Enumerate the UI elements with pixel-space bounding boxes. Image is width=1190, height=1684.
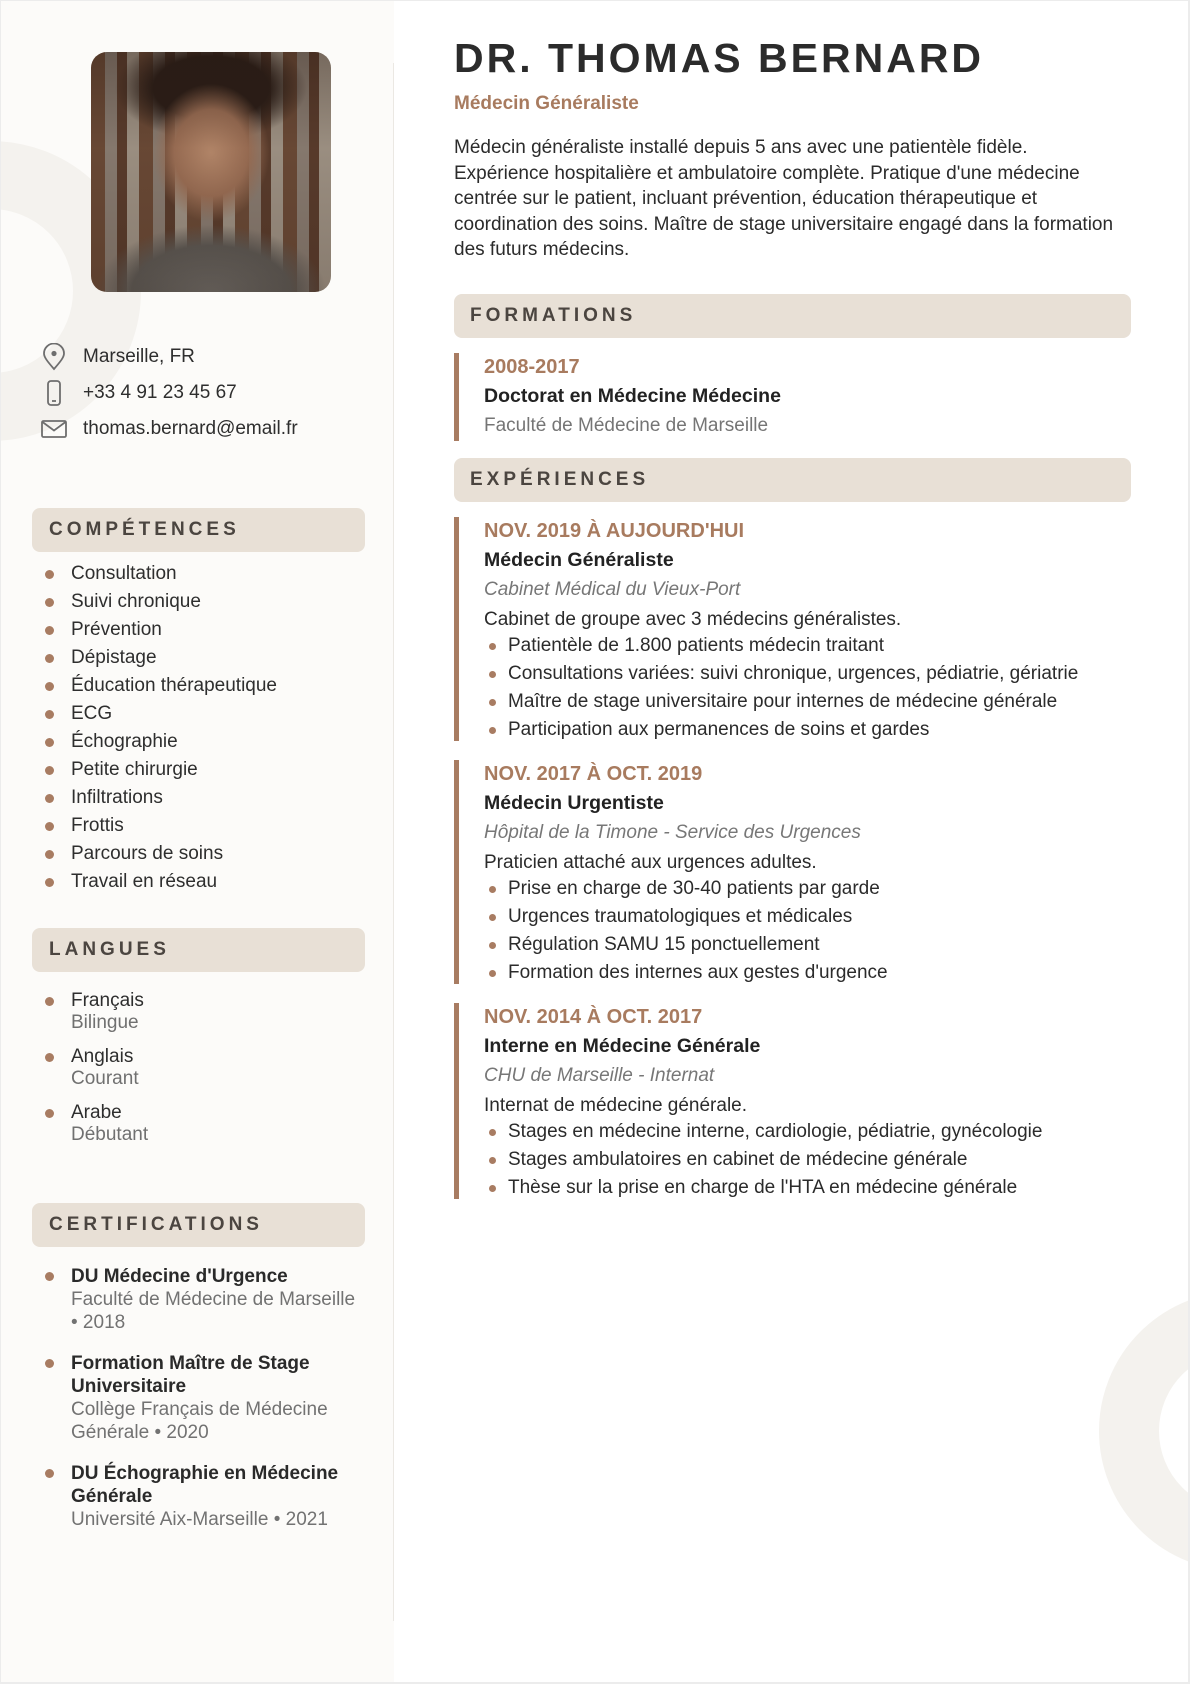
column-divider: [393, 63, 394, 1621]
languages-list: [32, 990, 365, 1146]
full-name: DR. THOMAS BERNARD: [454, 35, 985, 81]
skill-item: Consultation: [32, 560, 365, 588]
certification-detail: Faculté de Médecine de Marseille • 2018: [71, 1289, 356, 1333]
contact-location: [39, 339, 298, 375]
experience-description: Cabinet de groupe avec 3 médecins généralistes.: [484, 609, 902, 630]
experience-date: NOV. 2019 À AUJOURD'HUI: [484, 520, 745, 542]
language-level: Débutant: [71, 1124, 149, 1145]
profile-summary: Médecin généraliste installé depuis 5 ans avec une patientèle fidèle. Expérience hospitalière et ambulatoire complète. Pratique d'une médecine centrée sur le patient, incluant prévention, éducation thérapeutique et coordination des soins. Maître de stage universitaire engagé dans la formation des futurs médecins.: [454, 137, 1114, 261]
experience-title: Médecin Généraliste: [484, 549, 674, 571]
experience-bullets: [484, 878, 1131, 984]
experience-organization: Cabinet Médical du Vieux-Port: [484, 579, 741, 600]
location-text: Marseille, FR: [83, 346, 195, 367]
language-item: [32, 1102, 365, 1146]
skills-section: [32, 508, 365, 896]
education-degree: Doctorat en Médecine Médecine: [484, 385, 781, 407]
section-header-skills: COMPÉTENCES: [32, 508, 365, 552]
certification-item: [32, 1352, 365, 1444]
education-section: [454, 294, 1131, 441]
skill-item: Travail en réseau: [32, 868, 365, 896]
certification-title: Formation Maître de Stage Universitaire: [71, 1353, 310, 1397]
decorative-ring: [1099, 1291, 1188, 1571]
envelope-icon: [39, 414, 69, 444]
skill-item: Infiltrations: [32, 784, 365, 812]
skills-list: [32, 560, 365, 896]
skill-item: Parcours de soins: [32, 840, 365, 868]
skill-item: Frottis: [32, 812, 365, 840]
certification-detail: Collège Français de Médecine Générale • 2020: [71, 1399, 328, 1443]
contact-email: [39, 411, 298, 447]
experience-bullet: Stages en médecine interne, cardiologie, pédiatrie, gynécologie: [484, 1121, 1131, 1143]
section-header-certifications: CERTIFICATIONS: [32, 1203, 365, 1247]
experience-bullet: Régulation SAMU 15 ponctuellement: [484, 934, 1131, 956]
experience-entry: [454, 1003, 1131, 1199]
section-header-education: FORMATIONS: [454, 294, 1131, 338]
certification-item: [32, 1462, 365, 1531]
education-entry: [454, 353, 1131, 441]
experience-bullet: Participation aux permanences de soins et gardes: [484, 719, 1131, 741]
accent-bar: [454, 760, 459, 984]
skill-item: Prévention: [32, 616, 365, 644]
certification-item: [32, 1265, 365, 1334]
phone-text: +33 4 91 23 45 67: [83, 382, 237, 403]
job-title: Médecin Généraliste: [454, 93, 639, 114]
resume-page: [1, 1, 1188, 1682]
skill-item: Éducation thérapeutique: [32, 672, 365, 700]
education-date: 2008-2017: [484, 356, 580, 378]
section-header-languages: LANGUES: [32, 928, 365, 972]
experience-bullet: Stages ambulatoires en cabinet de médecine générale: [484, 1149, 1131, 1171]
location-pin-icon: [39, 342, 69, 372]
skill-item: ECG: [32, 700, 365, 728]
experience-bullet: Prise en charge de 30-40 patients par garde: [484, 878, 1131, 900]
experience-date: NOV. 2017 À OCT. 2019: [484, 763, 703, 785]
language-item: [32, 990, 365, 1034]
experience-description: Internat de médecine générale.: [484, 1095, 748, 1116]
section-header-experience: EXPÉRIENCES: [454, 458, 1131, 502]
language-level: Courant: [71, 1068, 139, 1089]
language-item: [32, 1046, 365, 1090]
skill-item: Suivi chronique: [32, 588, 365, 616]
experience-title: Interne en Médecine Générale: [484, 1035, 761, 1057]
contact-info: [39, 339, 298, 447]
certifications-list: [32, 1265, 365, 1531]
language-name: Français: [71, 990, 144, 1011]
education-school: Faculté de Médecine de Marseille: [484, 415, 769, 436]
experience-bullet: Patientèle de 1.800 patients médecin traitant: [484, 635, 1131, 657]
certification-title: DU Médecine d'Urgence: [71, 1266, 288, 1287]
experience-title: Médecin Urgentiste: [484, 792, 664, 814]
accent-bar: [454, 353, 459, 441]
skill-item: Dépistage: [32, 644, 365, 672]
contact-phone: [39, 375, 298, 411]
phone-icon: [39, 378, 69, 408]
accent-bar: [454, 517, 459, 741]
language-level: Bilingue: [71, 1012, 139, 1033]
experience-bullet: Consultations variées: suivi chronique, urgences, pédiatrie, gériatrie: [484, 663, 1131, 685]
experience-bullets: [484, 1121, 1131, 1199]
certification-detail: Université Aix-Marseille • 2021: [71, 1509, 328, 1530]
profile-photo: [91, 52, 331, 292]
experience-entry: [454, 517, 1131, 741]
accent-bar: [454, 1003, 459, 1199]
experience-bullets: [484, 635, 1131, 741]
experience-organization: CHU de Marseille - Internat: [484, 1065, 715, 1086]
skill-item: Échographie: [32, 728, 365, 756]
experience-bullet: Urgences traumatologiques et médicales: [484, 906, 1131, 928]
experience-entry: [454, 760, 1131, 984]
language-name: Anglais: [71, 1046, 134, 1067]
experience-description: Praticien attaché aux urgences adultes.: [484, 852, 817, 873]
experience-section: [454, 458, 1131, 1205]
experience-organization: Hôpital de la Timone - Service des Urgences: [484, 822, 861, 843]
languages-section: [32, 928, 365, 1158]
certifications-section: [32, 1203, 365, 1549]
sidebar: [1, 1, 394, 1682]
education-list: [454, 353, 1131, 441]
skill-item: Petite chirurgie: [32, 756, 365, 784]
experience-bullet: Formation des internes aux gestes d'urgence: [484, 962, 1131, 984]
experience-bullet: Thèse sur la prise en charge de l'HTA en médecine générale: [484, 1177, 1131, 1199]
email-text[interactable]: thomas.bernard@email.fr: [83, 418, 298, 439]
experience-date: NOV. 2014 À OCT. 2017: [484, 1006, 703, 1028]
experience-bullet: Maître de stage universitaire pour internes de médecine générale: [484, 691, 1131, 713]
certification-title: DU Échographie en Médecine Générale: [71, 1463, 339, 1507]
language-name: Arabe: [71, 1102, 122, 1123]
experience-list: [454, 517, 1131, 1199]
